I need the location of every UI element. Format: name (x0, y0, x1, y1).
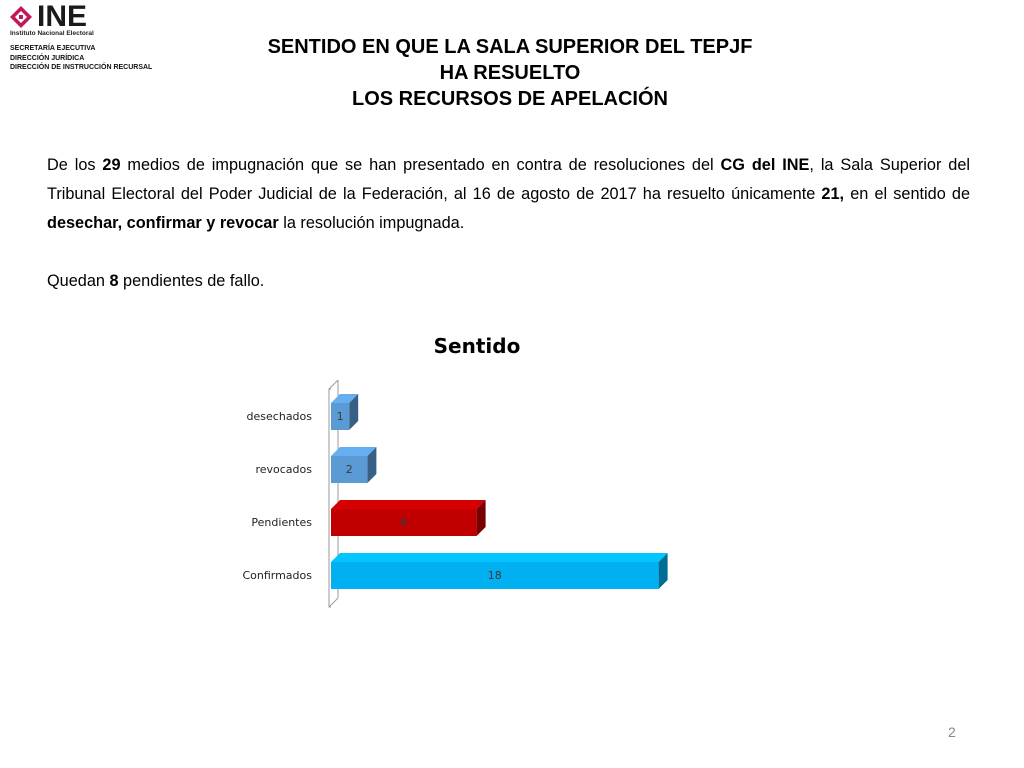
axis-wall-top (329, 380, 338, 389)
axis-wall (329, 389, 331, 607)
data-label: 8 (400, 516, 408, 529)
text-run: CG del INE (720, 156, 810, 174)
ine-logo-icon (8, 4, 34, 30)
data-label: 2 (345, 463, 353, 476)
logo-subtitle: Instituto Nacional Electoral (10, 30, 94, 37)
dept-line: DIRECCIÓN DE INSTRUCCIÓN RECURSAL (10, 64, 153, 71)
data-label: 18 (487, 569, 502, 582)
text-run: desechar, confirmar y revocar (47, 214, 279, 232)
title-line: HA RESUELTO (439, 62, 581, 84)
text-run: la resolución impugnada. (278, 214, 465, 232)
text-run: en el sentido de (844, 185, 970, 203)
category-label: revocados (255, 463, 312, 476)
text-run: pendientes de fallo. (118, 272, 265, 290)
text-run: medios de impugnación que se han presentado en contra de resoluciones del (120, 156, 721, 174)
title-line: LOS RECURSOS DE APELACIÓN (352, 88, 668, 110)
text-run: 29 (102, 156, 121, 174)
text-run: De los (47, 156, 103, 174)
category-label: Confirmados (242, 569, 312, 582)
dept-line: SECRETARÍA EJECUTIVA (10, 45, 96, 52)
title-line: SENTIDO EN QUE LA SALA SUPERIOR DEL TEPJF (267, 36, 753, 58)
chart-title: Sentido (433, 334, 521, 358)
department-block (10, 44, 152, 73)
bar-top-face (331, 553, 668, 562)
dept-line: DIRECCIÓN JURÍDICA (10, 54, 85, 62)
summary-paragraph (47, 151, 970, 238)
ine-logo (8, 0, 118, 40)
bar-chart (0, 370, 1024, 630)
pending-paragraph (47, 267, 264, 296)
axis-wall-bottom (329, 598, 338, 607)
text-run: Quedan (47, 272, 110, 290)
text-run: 21, (821, 185, 845, 203)
category-label: desechados (246, 410, 312, 423)
category-label: Pendientes (251, 516, 312, 529)
data-label: 1 (336, 410, 344, 423)
text-run: 8 (109, 272, 119, 290)
logo-wordmark: INE (37, 0, 88, 33)
text-run: , la Sala Superior del Tribunal Electoral del Poder Judicial de la Federación, al 16 de agosto de 2017 ha resuelto únicamente (47, 156, 970, 203)
page-title (190, 34, 830, 112)
page-number: 2 (948, 724, 956, 740)
bar-top-face (331, 500, 486, 509)
